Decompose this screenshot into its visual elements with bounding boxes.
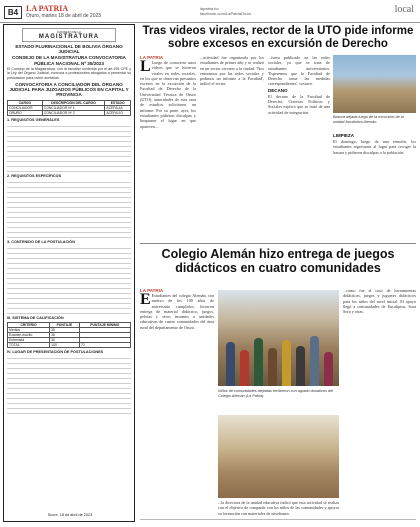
notice-convocatoria: CONSEJO DE LA MAGISTRATURA CONVOCATORIA PÚBLICA NACIONAL Nº 35/2023 bbox=[12, 55, 126, 66]
article-1-photo bbox=[333, 55, 416, 113]
header-contact: lapatria.bo facebook.com/LaPatriaOruro bbox=[200, 6, 252, 16]
article-1-column-3: ...fuera publicado en las redes sociales, ya que se trata de estudiantes universitarios. 'Esperemos que la Facultad de Derecho tome las medidas correspondientes', sostuvo. DECANO El decano de la Facultad de Derecho, Ciencias Políticas y Sociales explicó que se trató de una actividad de integración. bbox=[268, 55, 330, 115]
drop-cap: E bbox=[140, 291, 151, 308]
article-2-column-2: ...la directora de la unidad educativa indicó que esta actividad se realiza con el objetivo de compartir con los niños de las comunidades y apoyar su formación con materiales de enseñanza. bbox=[218, 500, 339, 516]
article-2-photo-children bbox=[218, 290, 339, 386]
notice-intro: El Consejo de la Magistratura, con la facultad conferida por el art.195 CPE y la Ley del Órgano Judicial, convoca a profesionales abogados a presentar su postulación para cubrir acefalías. bbox=[7, 66, 131, 80]
notice-subtitle: CONVOCATORIA A CONCILIADOR DEL ÓRGANO JUDICIAL PARA JUZGADOS PÚBLICOS EN CAPITAL Y PROVINCIA bbox=[9, 82, 129, 98]
positions-table: CARGO DESCRIPCIÓN DEL CARGO ESTADO CONCILIADOR CONCILIADOR Nº 1 ACEFALÍA ORURO CONCILIADOR Nº 2 ACEFALÍO bbox=[7, 100, 131, 116]
notice-signoff: Sucre, 18 de abril de 2023 bbox=[47, 513, 93, 517]
article-1-kicker: LA PATRIA bbox=[140, 55, 164, 60]
issue-date: Oruro, martes 18 de abril de 2023 bbox=[26, 13, 102, 19]
page-header bbox=[0, 0, 420, 23]
article-1-headline: Tras videos virales, rector de la UTO pide informe sobre excesos en excursión de Derecho bbox=[142, 25, 414, 50]
notice-section-scoring: III. SISTEMA DE CALIFICACIÓN bbox=[7, 315, 64, 320]
article-2-photo-caption: Niños de comunidades alejadas recibieron con agrado donativos del Colegio Alemán (La Patria). bbox=[218, 389, 334, 398]
article-divider bbox=[140, 243, 416, 244]
notice-section-specific: 2. REQUISITOS ESPECÍFICOS bbox=[7, 173, 62, 178]
article-1-subhead-limpieza: LIMPIEZA bbox=[333, 133, 354, 138]
magistratura-seal: CONSEJO DE LA MAGISTRATURA bbox=[22, 28, 116, 42]
page-number: B4 bbox=[4, 6, 22, 19]
newspaper-logo: LA PATRIA bbox=[26, 4, 69, 13]
text-lines bbox=[7, 355, 131, 414]
article-2-photo-landscape bbox=[218, 415, 339, 498]
article-1-subhead-decano: DECANO bbox=[268, 87, 288, 93]
notice-section-content: 3. CONTENIDO DE LA POSTULACIÓN bbox=[7, 239, 75, 244]
article-1-column-1: LA PATRIA L Luego de conocerse unos videos que se hicieron virales en redes sociales, en los que se observan presuntos excesos en la excursión de la Facultad de Derecho de la Universidad Técnica de Oruro (UTO), autoridades de esta casa de estudios solicitaron un informe. Por su parte, ayer, los estudiantes pidieron disculpas y limpiaron el lugar en que aparecen... bbox=[140, 55, 196, 129]
article-2-kicker: LA PATRIA bbox=[140, 288, 164, 293]
article-1-column-4: LIMPIEZA El domingo, luego de una reunión, los estudiantes regresaron al lugar para recoger la basura y pidieron disculpas a la población. bbox=[333, 133, 416, 155]
drop-cap: L bbox=[140, 58, 151, 75]
article-2-column-3: ...como fue el caso de herramientas didácticas, juegos y juguetes didácticos para los niños del nivel inicial. El apoyo llegó a comunidades de Eucaliptus, Sora Sora y otras. bbox=[343, 288, 416, 315]
text-lines bbox=[7, 179, 131, 238]
section-label: local bbox=[394, 4, 414, 15]
notice-section-general: 1. REQUISITOS GENERALES bbox=[7, 117, 60, 122]
scoring-table: CRITERIO PUNTAJE PUNTAJE MÍNIMO Méritos 35 Examen escrito 35 Entrevista 30 TOTAL 100 70 bbox=[7, 322, 131, 348]
article-1-photo-caption: Basura dejada luego de la excursión de la unidad facultativa Alemán. bbox=[333, 115, 404, 124]
text-lines bbox=[7, 245, 131, 314]
article-2-column-1: LA PATRIA E Estudiantes del colegio Alemán, con motivo de los 100 años de aniversario cumplidos, hicieron entrega de material didáctico, juegos, pelotas y otros insumos a unidades educativas de cuatro comunidades del área rural del departamento de Oruro. bbox=[140, 288, 214, 330]
text-lines bbox=[7, 123, 131, 172]
notice-heading: ESTADO PLURINACIONAL DE BOLIVIA ÓRGANO JUDICIAL bbox=[15, 44, 123, 55]
article-2-headline: Colegio Alemán hizo entrega de juegos didácticos en cuatro comunidades bbox=[161, 247, 395, 275]
page-footer-rule bbox=[140, 519, 416, 520]
article-1-column-2: ...actividad fue organizada por los estudiantes de primer año y se realizó en un sector cercano a la ciudad. 'Nos enteramos por las redes sociales y pedimos un informe a la Facultad', indicó el rector. bbox=[200, 55, 264, 87]
public-notice bbox=[3, 24, 135, 522]
notice-section-location: IV. LUGAR DE PRESENTACIÓN DE POSTULACIONES bbox=[7, 349, 104, 354]
